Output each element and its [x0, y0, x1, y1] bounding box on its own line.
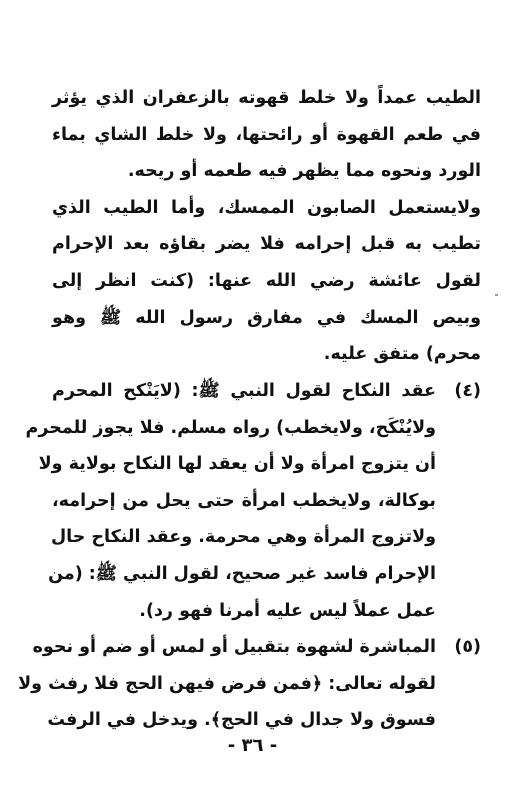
text-line: لقوله تعالى: ﴿فمن فرض فيهن الحج فلا رفث ولا [18, 673, 436, 694]
item-body [18, 629, 436, 739]
text-line: الطيب عمداً ولا خلط قهوته بالزعفران الذي يؤثر [52, 88, 481, 108]
text-line: الإحرام فاسد غير صحيح، لقول النبي ﷺ: (من [48, 563, 436, 584]
text-line: في طعم القهوة أو رائحتها، ولا خلط الشاي بماء [52, 124, 481, 145]
text-line: الورد ونحوه مما يظهر فيه طعمه أو ريحه. [127, 161, 481, 182]
text-line: لقول عائشة رضي الله عنها: (كنت انظر إلى [52, 270, 481, 291]
text-line: ولايستعمل الصابون الممسك، وأما الطيب الذي [52, 197, 481, 218]
item-body [25, 373, 436, 629]
text-line: أن يتزوج امرأة ولا أن يعقد لها النكاح بولاية ولا [38, 454, 436, 475]
item-number: (٤) [454, 381, 481, 401]
text-line: فسوق ولا جدال في الحج﴾. ويدخل في الرفث [47, 710, 436, 731]
text-line: ولاتزوج المرأة وهي محرمة. وعقد النكاح حال [50, 527, 436, 548]
list-item-4 [25, 373, 481, 629]
scan-speck [495, 294, 498, 296]
list-item-5 [18, 629, 481, 739]
page-number: - ٣٦ - [227, 735, 278, 756]
text-line: بوكالة، ولايخطب امرأة حتى يحل من إحرامه، [52, 490, 436, 511]
intro-paragraph [52, 80, 481, 373]
text-line: تطيب به قبل إحرامه فلا يضر بقاؤه بعد الإحرام [52, 234, 481, 255]
text-line: محرم) متفق عليه. [323, 344, 481, 365]
item-number: (٥) [454, 637, 481, 657]
text-line: عمل عملاً ليس عليه أمرنا فهو رد). [139, 600, 436, 621]
text-line: وبيص المسك في مفارق رسول الله ﷺ وهو [52, 307, 481, 328]
text-line: عقد النكاح لقول النبي ﷺ: (لايَنْكح المحرم [52, 381, 436, 401]
text-line: ولايُنْكَح، ولايخطب) رواه مسلم. فلا يجوز للمحرم [25, 417, 436, 438]
text-line: المباشرة لشهوة بتقبيل أو لمس أو ضم أو نحوه [32, 637, 436, 657]
